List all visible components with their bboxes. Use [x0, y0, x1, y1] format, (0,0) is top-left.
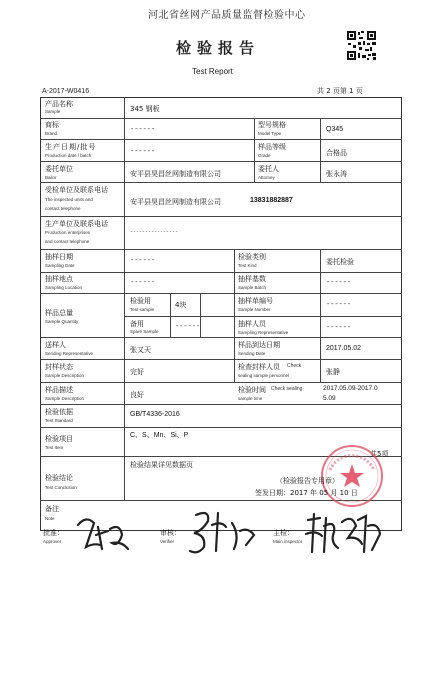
- test-sample-label: 检验用: [130, 297, 151, 305]
- spare-label: 备用: [130, 320, 144, 328]
- test-kind-label: 检验类别: [238, 253, 266, 261]
- verifier-label-en: Verifier: [160, 539, 175, 544]
- items-value: C、S、Mn、Si、P: [130, 432, 189, 439]
- conclusion-label-en: Test Conclusion: [45, 485, 77, 490]
- brand-value: ------: [130, 126, 156, 134]
- brand-label: 商标: [45, 121, 59, 129]
- issue-date: 签发日期：2017 年 05 月 10 日: [255, 489, 358, 497]
- test-time-value-line2: 5.09: [323, 395, 336, 402]
- seal-state-value: 完好: [130, 368, 144, 376]
- attorney-label-en: Attorney: [258, 175, 275, 180]
- sampling-rep-value: ------: [326, 324, 352, 332]
- seal-state-label-en: Sample Description: [45, 373, 85, 378]
- sampling-loc-label-en: Sampling Location: [45, 285, 83, 290]
- note-label: 备注: [45, 505, 59, 513]
- sampling-loc-value: ------: [130, 279, 156, 287]
- org-name: 河北省丝网产品质量监督检验中心: [148, 10, 306, 21]
- seal-personnel-value: 张静: [326, 368, 340, 376]
- prod-date-label: 生产日期/批号: [45, 143, 97, 151]
- attorney-label: 委托人: [258, 165, 279, 173]
- inspector-label: 主检：: [273, 529, 294, 537]
- grade-value: 合格品: [326, 149, 347, 157]
- prod-unit-label: 生产单位及联系电话: [45, 220, 108, 228]
- attorney-value: 张永涛: [326, 170, 347, 178]
- standard-label: 检验依据: [45, 408, 73, 416]
- bailor-value: 安平县昊昌丝网制造有限公司: [130, 170, 221, 178]
- test-time-label: 检验时间: [238, 386, 266, 394]
- test-sample-label-en: Test sample: [130, 307, 155, 312]
- test-kind-label-en: Test Kind: [238, 263, 257, 268]
- sample-label-en: Sample: [45, 109, 61, 114]
- page-count: 共 2 页第 1 页: [317, 87, 363, 95]
- sample-desc-label: 样品描述: [45, 386, 73, 394]
- items-count: 共5项: [370, 450, 389, 458]
- report-title: 检验报告: [176, 39, 261, 57]
- spare-label-en: Spare Sample: [130, 329, 159, 334]
- seal-state-label: 封样状态: [45, 363, 73, 371]
- note-label-en: Note: [45, 516, 55, 521]
- test-kind-value: 委托检验: [326, 258, 354, 266]
- sample-batch-value: ------: [326, 279, 352, 287]
- test-sample-value: 4块: [175, 301, 187, 309]
- conclusion-value: 检验结果详见数据页: [130, 461, 193, 469]
- qr-code-icon: [346, 30, 377, 61]
- test-time-label-2: Check sealing: [271, 386, 303, 392]
- grade-label: 样品等级: [258, 143, 286, 151]
- verifier-label: 审核：: [160, 529, 181, 537]
- standard-value: GB/T4336-2016: [130, 411, 180, 418]
- sample-batch-label-en: Sample Batch: [238, 285, 267, 290]
- sample-number-label-en: Sample Number: [238, 307, 271, 312]
- sample-number-label: 抽样单编号: [238, 297, 273, 305]
- inspector-label-en: Main inspector: [273, 539, 303, 544]
- test-time-label-en: sample time: [238, 396, 263, 401]
- standard-label-en: Test Standard: [45, 418, 73, 423]
- model-value: Q345: [326, 126, 344, 133]
- sending-date-value: 2017.05.02: [326, 345, 362, 352]
- seal-personnel-label-en: sealing sample personnel: [238, 373, 290, 378]
- approver-signature: [72, 513, 132, 555]
- quantity-label: 样品总量: [45, 309, 73, 317]
- sampling-date-value: ------: [130, 257, 156, 265]
- sample-desc-value: 良好: [130, 391, 144, 399]
- conclusion-label: 检验结论: [45, 474, 73, 482]
- prod-unit-value: ----------------: [130, 229, 179, 235]
- prod-date-value: ------: [130, 148, 156, 156]
- items-label-en: Test Item: [45, 445, 64, 450]
- seal-personnel-label-2: Check: [287, 363, 302, 369]
- brand-label-en: Brand: [45, 131, 58, 136]
- spare-value: ------: [175, 323, 201, 331]
- inspected-label-en2: contact telephone: [45, 206, 81, 211]
- inspected-label-en1: The inspected units and: [45, 197, 93, 202]
- sample-value: 345 钢板: [130, 105, 160, 113]
- inspected-value: 安平县昊昌丝网制造有限公司: [130, 198, 221, 206]
- prod-unit-label-en2: and contact telephone: [45, 239, 90, 244]
- prod-unit-label-en1: Production enterprises: [45, 230, 91, 235]
- sample-batch-label: 抽样基数: [238, 275, 266, 283]
- sampling-date-label: 抽样日期: [45, 253, 73, 261]
- report-title-en: Test Report: [192, 67, 233, 76]
- quantity-label-en: Sample Quantity: [45, 319, 79, 324]
- seal-caption: （检验报告专用章）: [276, 477, 339, 485]
- sample-number-value: ------: [326, 301, 352, 309]
- model-label: 型号规格: [258, 121, 286, 129]
- approver-label-en: Approver: [43, 539, 62, 544]
- sample-desc-label-en: Sample Description: [45, 396, 85, 401]
- sampling-date-label-en: Sampling Date: [45, 263, 75, 268]
- bailor-label-en: Bailor: [45, 175, 57, 180]
- seal-personnel-label: 检查封样人员: [238, 363, 280, 371]
- sample-label: 产品名称: [45, 100, 73, 108]
- sending-rep-label: 送样人: [45, 341, 66, 349]
- sending-date-label-en: Sending Date: [238, 351, 266, 356]
- bailor-label: 委托单位: [45, 165, 73, 173]
- prod-date-label-en: Production date / batch: [45, 153, 92, 158]
- grade-label-en: Grade: [258, 153, 271, 158]
- verifier-signature: [182, 505, 262, 560]
- sampling-loc-label: 抽样地点: [45, 275, 73, 283]
- sending-rep-value: 张又天: [130, 346, 151, 354]
- approver-label: 批准：: [43, 529, 64, 537]
- inspected-label: 受检单位及联系电话: [45, 186, 108, 194]
- sampling-rep-label: 抽样人员: [238, 320, 266, 328]
- report-number: A-2017-W0416: [42, 88, 90, 95]
- model-label-en: Model Type: [258, 131, 282, 136]
- sending-date-label: 样品到达日期: [238, 341, 280, 349]
- inspected-phone: 13831882887: [250, 197, 293, 204]
- items-label: 检验项目: [45, 435, 73, 443]
- test-time-value-line1: 2017.05.09-2017.0: [323, 385, 378, 392]
- sending-rep-label-en: Sending Representative: [45, 351, 94, 356]
- sampling-rep-label-en: Sampling Representative: [238, 330, 289, 335]
- inspector-signature: [302, 508, 384, 560]
